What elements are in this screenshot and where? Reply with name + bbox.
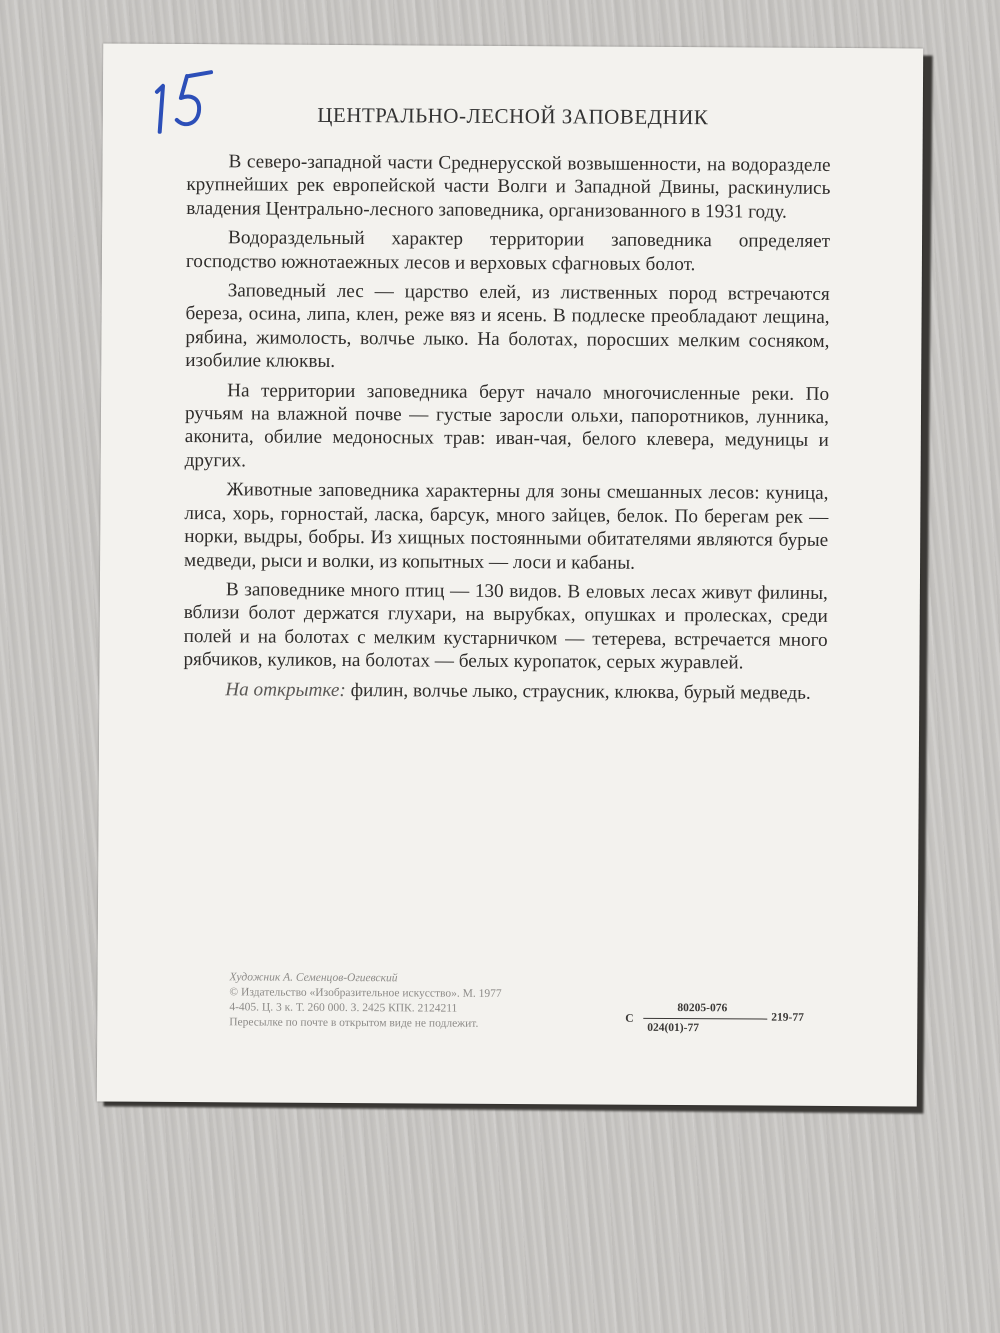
page-title: ЦЕНТРАЛЬНО-ЛЕСНОЙ ЗАПОВЕДНИК [317,102,709,130]
description-text [183,150,830,711]
caption-text: филин, волчье лыко, страусник, клюква, бурый медведь. [345,679,811,704]
catalog-code-prefix: С [625,1012,634,1025]
catalog-code-suffix: 219-77 [771,1011,804,1024]
artist-credit: Художник А. Семенцов-Огиевский [229,971,398,985]
imprint-block [229,970,502,1032]
paragraph: Водораздельный характер территории заповедника определяет господство южнотаежных лесов и верховых сфагновых болот. [185,227,831,275]
mail-note: Пересылке по почте в открытом виде не подлежит. [229,1016,479,1030]
paragraph: В северо-западной части Среднерусской возвышенности, на водоразделе крупнейших рек европейской части Волги и Западной Двины, раскинулись владения Центрально-лесного заповедника, организованного в 1931 году. [186,151,831,223]
catalog-code-denominator: 024(01)-77 [647,1021,700,1035]
caption-paragraph [183,678,827,705]
catalog-code-numerator: 80205-076 [677,1002,728,1015]
publisher-credit: © Издательство «Изобразительное искусство». М. 1977 [229,986,502,1000]
paragraph: В заповеднике много птиц — 130 видов. В еловых лесах живут филины, вблизи болот держатся глухари, на вырубках, опушках и пролесках, среди полей и на болотах с мелким кустарничком — тетерева, встречается много рябчиков, куликов, на болотах — белых куропаток, серых журавлей. [183,579,828,674]
caption-label: На открытке: [225,678,346,701]
paragraph: Животные заповедника характерны для зоны смешанных лесов: куница, лиса, хорь, горностай, ласка, барсук, много зайцев, белок. По берегам рек — норки, выдры, бобры. Из хищных постоянными обитателями являются бурые медведи, рыси и волки, из копытных — лоси и кабаны. [184,479,829,574]
catalog-code-fraction-line [643,1018,767,1020]
postcard-back [97,44,923,1107]
print-info: 4-405. Ц. 3 к. Т. 260 000. З. 2425 КПК. 2124211 [229,1001,458,1015]
paragraph: На территории заповедника берут начало многочисленные реки. По ручьям на влажной почве — густые заросли ольхи, папоротников, лунника, аконита, обилие медоносных трав: иван-чая, белого клевера, медуницы и других. [184,379,830,472]
paragraph: Заповедный лес — царство елей, из лиственных пород встречаются береза, осина, липа, клен, реже вяз и ясень. В подлеске преобладают лещина, рябина, жимолость, волчье лыко. На болотах, поросших мелким сосняком, изобилие клюквы. [185,280,830,373]
